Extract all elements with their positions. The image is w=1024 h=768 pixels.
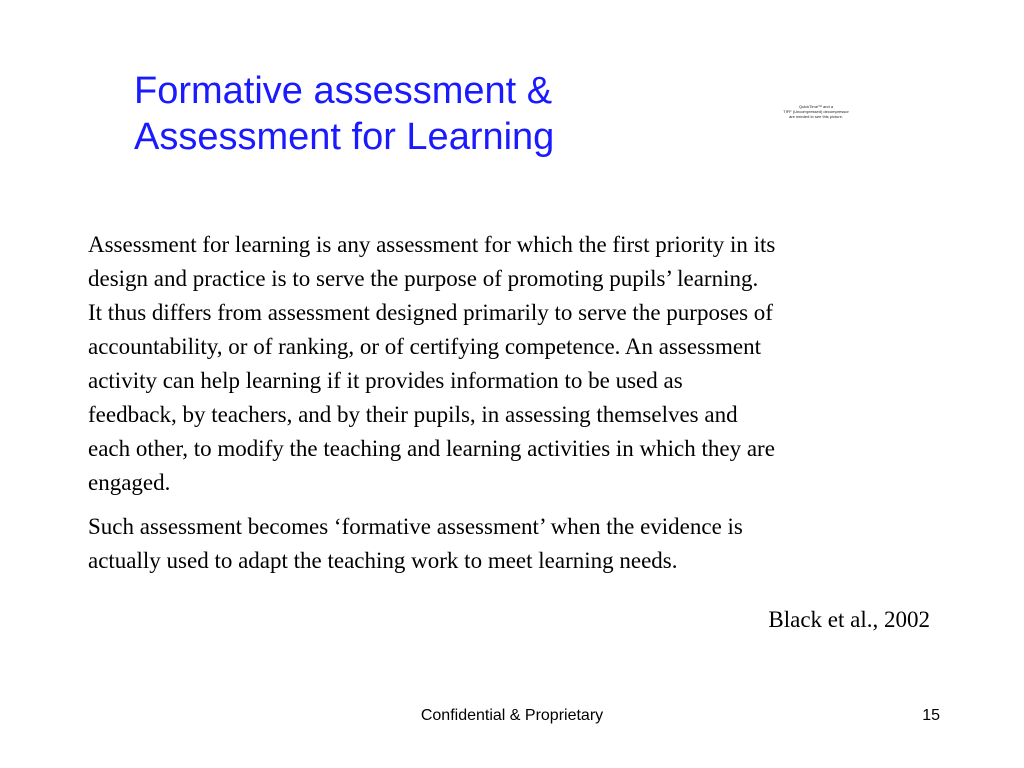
placeholder-text-line: are needed to see this picture. [789, 114, 843, 119]
paragraph-line: activity can help learning if it provides information to be used as [88, 368, 683, 393]
paragraph-line: each other, to modify the teaching and learning activities in which they are [88, 436, 775, 461]
paragraph-line: design and practice is to serve the purpose of promoting pupils’ learning. [88, 266, 759, 291]
slide-title [134, 68, 694, 160]
paragraph-line: engaged. [88, 470, 171, 495]
paragraph-line: Assessment for learning is any assessment for which the first priority in its [88, 232, 776, 257]
citation: Black et al., 2002 [768, 607, 930, 632]
formative-paragraph [88, 510, 948, 578]
paragraph-line: It thus differs from assessment designed primarily to serve the purposes of [88, 300, 773, 325]
definition-paragraph [88, 228, 948, 500]
slide-title-line: Assessment for Learning [134, 116, 555, 158]
paragraph-line: Such assessment becomes ‘formative assessment’ when the evidence is [88, 514, 743, 539]
placeholder-text-line: TIFF (Uncompressed) decompressor [783, 109, 849, 114]
slide-body [88, 228, 948, 588]
paragraph-line: actually used to adapt the teaching work to meet learning needs. [88, 548, 678, 573]
paragraph-line: feedback, by teachers, and by their pupils, in assessing themselves and [88, 402, 738, 427]
page-number: 15 [922, 707, 940, 724]
footer-confidential-label: Confidential & Proprietary [420, 707, 604, 724]
paragraph-line: accountability, or of ranking, or of certifying competence. An assessment [88, 334, 761, 359]
placeholder-text-line: QuickTime™ and a [798, 104, 834, 109]
missing-picture-placeholder [776, 104, 856, 119]
slide-title-line: Formative assessment & [134, 70, 553, 112]
